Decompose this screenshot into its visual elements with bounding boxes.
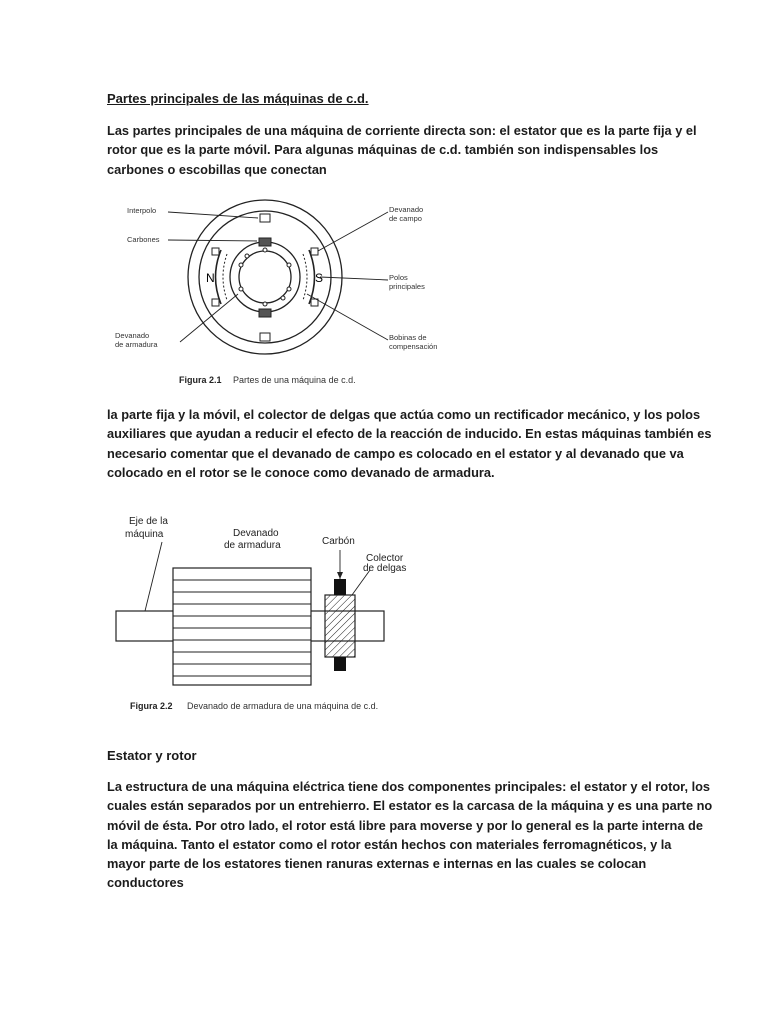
label-carbones: Carbones [127,235,160,244]
paragraph-line: carbones o escobillas que conectan [107,161,327,177]
section-title: Estator y rotor [107,748,197,763]
label-bobinas: Bobinas de [389,333,427,342]
compensation-right [303,254,307,300]
leader-lines [168,212,388,342]
rotor-slots [239,248,291,306]
figure1-caption-text: Partes de una máquina de c.d. [233,375,356,385]
shaft-ring [239,251,291,303]
label-devanado-armadura: de armadura [115,340,158,349]
interpole-top [260,214,270,222]
paragraph-line: auxiliares que ayudan a reducir el efecto de la reacción de inducido. En estas máquinas también es [107,426,712,442]
document-title: Partes principales de las máquinas de c.d. [107,91,369,106]
label-polos: Polos [389,273,408,282]
figure2-caption-label: Figura 2.2 [130,701,173,711]
paragraph-line: la máquina. Tanto el estator como el rotor están hechos con materiales ferromagnéticos, y la [107,836,672,852]
compensation-left [223,254,227,300]
paragraph-line: rotor que es la parte móvil. Para algunas máquinas de c.d. también son indispensables los [107,142,659,158]
label-interpolo: Interpolo [127,206,157,215]
paragraph-line: cuales están separados por un entrehierro. El estator es la carcasa de la máquina y es una parte no [107,798,713,814]
label-eje: Eje de la [129,516,168,527]
label-colector: de delgas [363,563,407,574]
carbon-brush-top [334,579,346,595]
field-coil [212,248,219,255]
label-devanado-campo: de campo [389,214,422,223]
paragraph-line: necesario comentar que el devanado de campo es colocado en el estator y al devanado que va [107,445,684,461]
paragraph-line: colocado en el rotor se le conoce como devanado de armadura. [107,464,495,480]
label-devanado: Devanado [233,528,279,539]
label-devanado-campo: Devanado [389,205,424,214]
paragraph-estator-rotor [107,777,713,893]
field-coil [311,248,318,255]
label-bobinas: compensación [389,342,438,351]
figure-armature-winding [100,500,407,715]
label-devanado: de armadura [224,540,281,551]
label-devanado-armadura: Devanado [115,331,150,340]
paragraph-line: La estructura de una máquina eléctrica tiene dos componentes principales: el estator y el rotor, los [107,779,711,794]
figure2-caption-text: Devanado de armadura de una máquina de c.d. [187,701,379,711]
pole-north-label: N [206,271,215,285]
label-carbon: Carbón [322,536,355,547]
arrow-head [337,572,343,579]
paragraph-line: mayor parte de los estatores tienen ranuras externas e internas en las cuales se colocan [107,856,647,872]
paragraph-line: Las partes principales de una máquina de corriente directa son: el estator que es la parte fija y el [107,123,697,138]
carbon-brush-bottom [334,657,346,671]
figure1-caption-label: Figura 2.1 [179,375,222,385]
armature-drum [173,568,311,685]
paragraph-intro [107,121,697,179]
paragraph-line: móvil de ésta. Por otro lado, el rotor está libre para moverse y por lo general es la parte interna de [107,817,703,833]
brush-top [259,238,271,246]
pole-shoe-left [216,250,222,304]
label-colector: Colector [366,553,404,564]
figure-dc-machine-parts [100,190,460,390]
paragraph-line: la parte fija y la móvil, el colector de delgas que actúa como un rectificador mecánico, y los polos [107,407,701,422]
brush-bottom [259,309,271,317]
interpole-bottom [260,333,270,341]
paragraph-continuation [107,405,712,482]
paragraph-line: conductores [107,875,184,891]
commutator [325,595,355,657]
stator-inner-ring [199,211,331,343]
field-coil [212,299,219,306]
label-polos: principales [389,282,425,291]
pole-south-label: S [315,271,324,285]
label-eje: máquina [125,529,164,540]
